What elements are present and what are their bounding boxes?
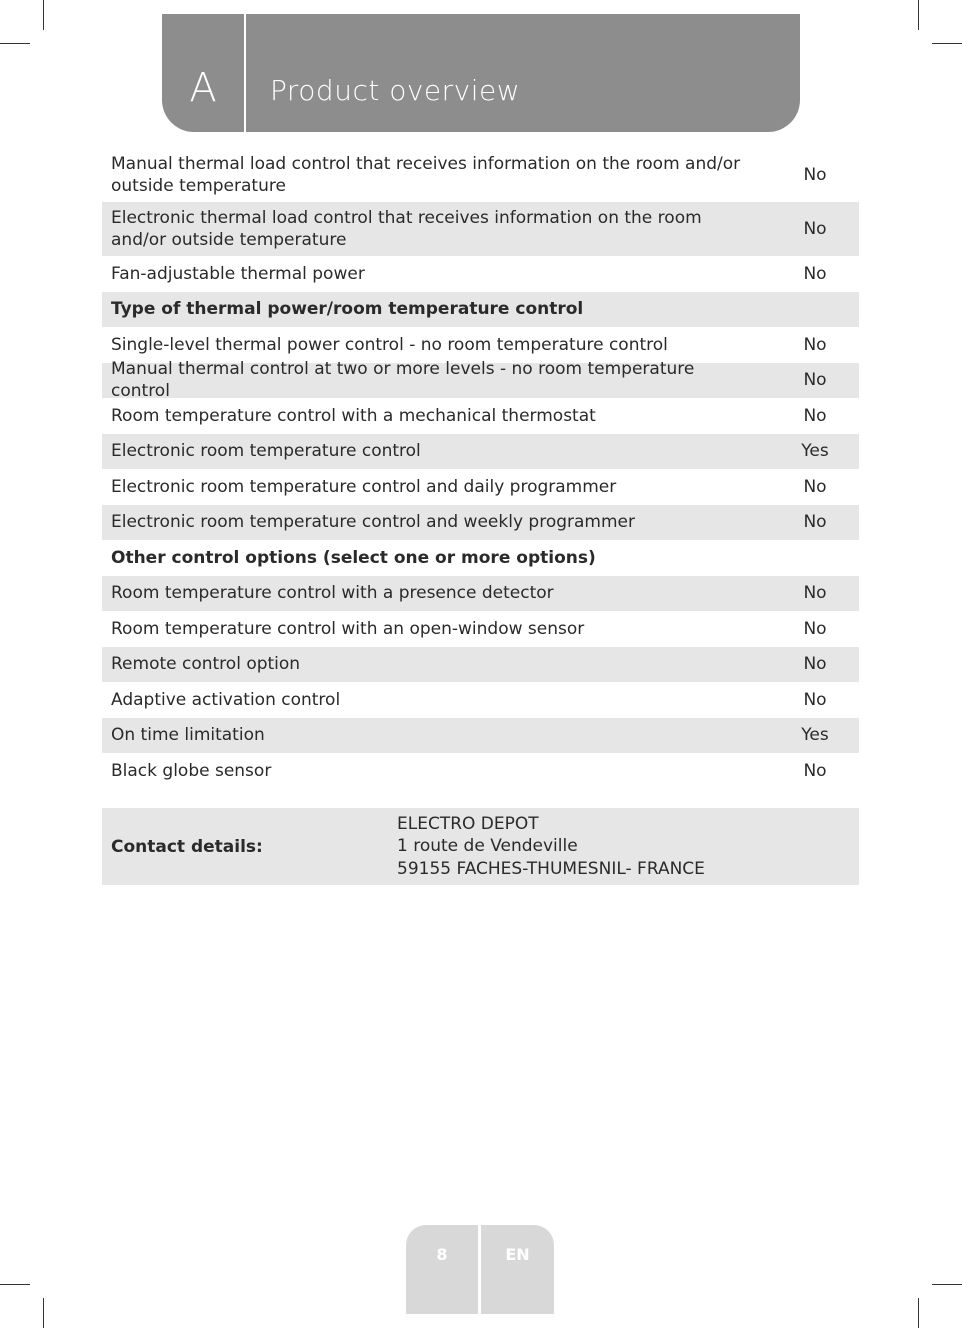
- section-heading: Other control options (select one or more options): [111, 547, 596, 568]
- crop-mark: [932, 1284, 962, 1285]
- crop-mark: [0, 1284, 30, 1285]
- row-value: Yes: [801, 725, 829, 746]
- row-label: Manual thermal control at two or more levels - no room temperature control: [111, 359, 695, 402]
- header-divider: [244, 14, 246, 132]
- row-value: No: [803, 654, 827, 675]
- contact-street: 1 route de Vendeville: [397, 836, 578, 857]
- contact-details: [102, 808, 859, 885]
- row-label: Manual thermal load control that receives information on the room and/or outside temperature: [111, 154, 741, 196]
- row-label: Electronic room temperature control and weekly programmer: [111, 512, 635, 533]
- row-value: No: [803, 512, 827, 533]
- crop-mark: [932, 43, 962, 44]
- spec-table: [102, 148, 859, 789]
- table-row: [102, 647, 859, 683]
- row-label: Remote control option: [111, 654, 301, 675]
- page-title: Product overview: [270, 74, 521, 107]
- row-value: No: [803, 689, 827, 710]
- row-label: Room temperature control with a presence detector: [111, 583, 554, 604]
- row-value: No: [803, 263, 827, 284]
- table-row: [102, 718, 859, 754]
- crop-mark: [0, 43, 30, 44]
- row-label: Electronic thermal load control that receives information on the room and/or outside temperature: [111, 208, 702, 250]
- section-heading: Type of thermal power/room temperature control: [111, 299, 584, 320]
- row-value: No: [803, 760, 827, 781]
- table-row: [102, 327, 859, 363]
- row-value: No: [803, 370, 827, 391]
- row-value: No: [803, 583, 827, 604]
- table-row: [102, 753, 859, 789]
- table-row: [102, 682, 859, 718]
- row-label: Adaptive activation control: [111, 689, 341, 710]
- section-heading-row: [102, 540, 859, 576]
- table-row: [102, 148, 859, 202]
- row-label: Electronic room temperature control: [111, 441, 421, 462]
- table-row: [102, 434, 859, 470]
- contact-city: 59155 FACHES-THUMESNIL- FRANCE: [397, 858, 705, 879]
- section-header: [162, 14, 800, 132]
- table-row: [102, 359, 859, 402]
- row-label: Fan-adjustable thermal power: [111, 263, 365, 284]
- contact-address: [397, 813, 705, 881]
- contact-label: Contact details:: [111, 836, 263, 857]
- row-value: No: [803, 219, 827, 239]
- row-value: No: [803, 618, 827, 639]
- row-value: Yes: [801, 441, 829, 462]
- table-row: [102, 469, 859, 505]
- table-row: [102, 202, 859, 256]
- row-value: No: [803, 165, 827, 185]
- crop-mark: [43, 0, 44, 30]
- section-letter: A: [189, 65, 217, 111]
- table-row: [102, 576, 859, 612]
- row-value: No: [803, 334, 827, 355]
- row-label: Electronic room temperature control and daily programmer: [111, 476, 617, 497]
- crop-mark: [918, 0, 919, 30]
- table-row: [102, 256, 859, 292]
- row-label: On time limitation: [111, 725, 265, 746]
- table-row: [102, 611, 859, 647]
- crop-mark: [43, 1298, 44, 1328]
- section-heading-row: [102, 292, 859, 328]
- language-tab: EN: [481, 1225, 554, 1314]
- row-label: Single-level thermal power control - no room temperature control: [111, 334, 668, 355]
- crop-mark: [918, 1298, 919, 1328]
- page-number: 8: [406, 1225, 478, 1314]
- table-row: [102, 505, 859, 541]
- row-value: No: [803, 476, 827, 497]
- row-label: Room temperature control with an open-window sensor: [111, 618, 585, 639]
- row-value: No: [803, 405, 827, 426]
- row-label: Black globe sensor: [111, 760, 272, 781]
- table-row: [102, 398, 859, 434]
- row-label: Room temperature control with a mechanical thermostat: [111, 405, 596, 426]
- contact-company: ELECTRO DEPOT: [397, 813, 539, 834]
